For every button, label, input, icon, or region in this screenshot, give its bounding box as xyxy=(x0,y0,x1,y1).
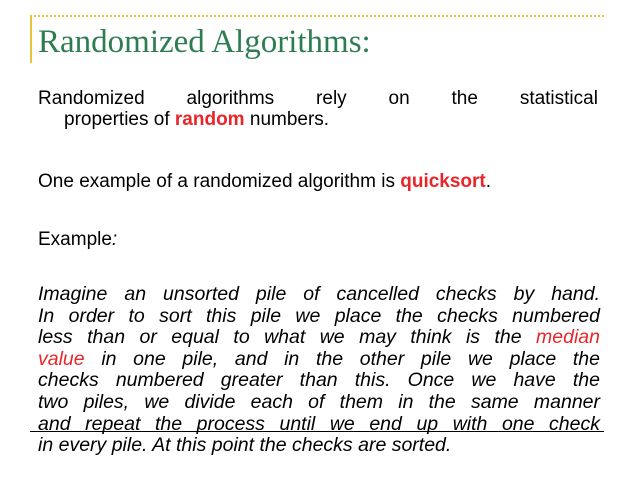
highlight-random: random xyxy=(174,109,245,130)
example-label: Example xyxy=(38,229,112,250)
intro-line-2 xyxy=(38,109,598,130)
quicksort-paragraph xyxy=(38,171,491,192)
intro-line-2-end: numbers. xyxy=(244,109,330,130)
highlight-value: value xyxy=(38,347,85,370)
example-colon: : xyxy=(111,229,118,250)
intro-word: statistical xyxy=(519,88,598,109)
example-line-6: two piles, we divide each of them in the same manner xyxy=(38,390,600,413)
intro-line-2-text: properties of xyxy=(64,109,175,130)
left-accent-rule xyxy=(30,15,32,63)
example-line-4-text: in one pile, and in the other pile we place the xyxy=(84,347,600,370)
example-line-1: Imagine an unsorted pile of cancelled checks by hand. xyxy=(38,283,600,305)
strike-rule xyxy=(30,431,604,432)
top-accent-rule xyxy=(30,15,604,17)
intro-word: algorithms xyxy=(186,88,275,109)
intro-paragraph xyxy=(38,88,598,130)
example-line-5: checks numbered greater than this. Once we have the xyxy=(38,369,600,392)
intro-word: rely xyxy=(316,88,347,109)
slide-title: Randomized Algorithms: xyxy=(38,24,371,60)
example-line-7: and repeat the process until we end up with one check xyxy=(38,412,600,435)
example-line-4 xyxy=(38,349,600,371)
intro-word: Randomized xyxy=(38,88,145,109)
highlight-quicksort: quicksort xyxy=(400,171,486,192)
example-line-3-text: less than or equal to what we may think is the xyxy=(38,326,537,349)
quicksort-text: One example of a randomized algorithm is xyxy=(38,171,401,192)
intro-word: the xyxy=(451,88,478,109)
example-line-8: in every pile. At this point the checks are sorted. xyxy=(38,434,452,457)
example-heading xyxy=(38,229,117,250)
intro-line-1 xyxy=(38,88,598,109)
intro-word: on xyxy=(388,88,410,109)
example-line-2: In order to sort this pile we place the checks numbered xyxy=(38,304,600,327)
example-line-3 xyxy=(38,327,600,349)
highlight-median: median xyxy=(536,326,600,349)
quicksort-period: . xyxy=(485,171,492,192)
